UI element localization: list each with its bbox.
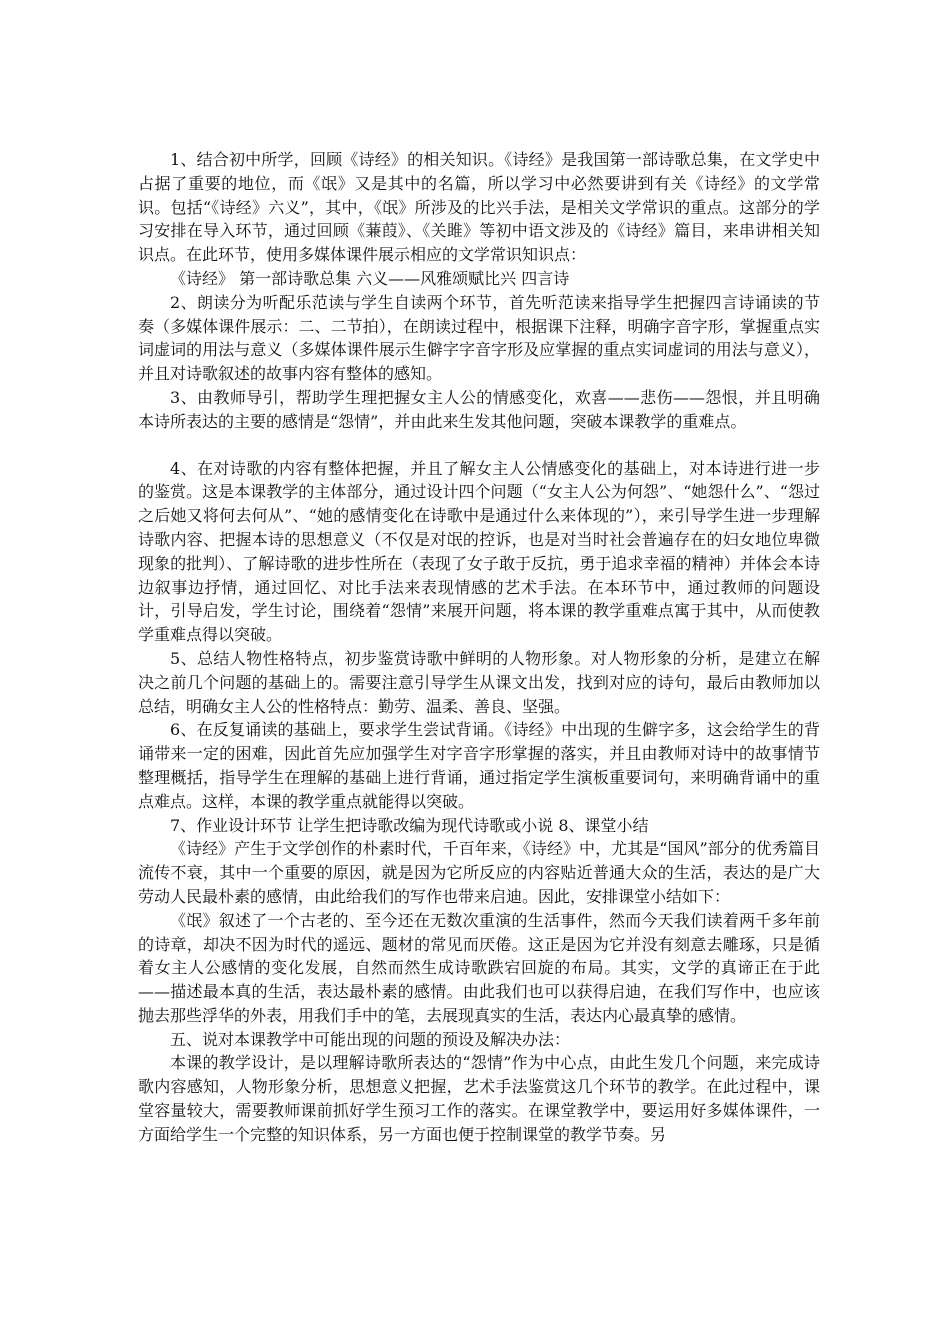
paragraph-1: 1、结合初中所学，回顾《诗经》的相关知识。《诗经》是我国第一部诗歌总集，在文学史中占据了重要的地位，而《氓》又是其中的名篇，所以学习中必然要讲到有关《诗经》的文学常识。包括“《诗经》六义”，其中，《氓》所涉及的比兴手法，是相关文学常识的重点。这部分的学习安排在导入环节，通过回顾《蒹葭》、《关雎》等初中语文涉及的《诗经》篇目，来串讲相关知识点。在此环节，使用多媒体课件展示相应的文学常识知识点： bbox=[138, 150, 820, 265]
summary-intro: 《诗经》产生于文学创作的朴素时代，千百年来，《诗经》中，尤其是“国风”部分的优秀篇目流传不衰，其中一个重要的原因，就是因为它所反应的内容贴近普通大众的生活，表达的是广大劳动人民最朴素的感情，由此给我们的写作也带来启迪。因此，安排课堂小结如下： bbox=[138, 839, 820, 906]
section-five-body: 本课的教学设计，是以理解诗歌所表达的“怨情”作为中心点，由此生发几个问题，来完成诗歌内容感知，人物形象分析，思想意义把握，艺术手法鉴赏这几个环节的教学。在此过程中，课堂容量较大，需要教师课前抓好学生预习工作的落实。在课堂教学中，要运用好多媒体课件，一方面给学生一个完整的知识体系，另一方面也便于控制课堂的教学节奏。另 bbox=[138, 1053, 820, 1144]
paragraph-gap bbox=[138, 434, 820, 457]
paragraph-3: 3、由教师导引，帮助学生理把握女主人公的情感变化，欢喜——悲伤——怨恨，并且明确本诗所表达的主要的感情是“怨情”，并由此来生发其他问题，突破本课教学的重难点。 bbox=[138, 387, 820, 431]
document-body bbox=[138, 148, 820, 1147]
paragraph-4: 4、在对诗歌的内容有整体把握，并且了解女主人公情感变化的基础上，对本诗进行进一步的鉴赏。这是本课教学的主体部分，通过设计四个问题（“女主人公为何怨”、“她怨什么”、“怨过之后她又将何去何从”、“她的感情变化在诗歌中是通过什么来体现的”），来引导学生进一步理解诗歌内容、把握本诗的思想意义（不仅是对氓的控诉，也是对当时社会普遍存在的妇女地位卑微现象的批判）、了解诗歌的进步性所在（表现了女子敢于反抗，勇于追求幸福的精神）并体会本诗边叙事边抒情，通过回忆、对比手法来表现情感的艺术手法。在本环节中，通过教师的问题设计，引导启发，学生讨论，围绕着“怨情”来展开问题，将本课的教学重难点寓于其中，从而使教学重难点得以突破。 bbox=[138, 458, 820, 645]
paragraph-2: 2、朗读分为听配乐范读与学生自读两个环节，首先听范读来指导学生把握四言诗诵读的节奏（多媒体课件展示：二、二节拍），在朗读过程中，根据课下注释，明确字音字形，掌握重点实词虚词的用法与意义（多媒体课件展示生僻字字音字形及应掌握的重点实词虚词的用法与意义），并且对诗歌叙述的故事内容有整体的感知。 bbox=[138, 292, 820, 384]
paragraph-6: 6、在反复诵读的基础上，要求学生尝试背诵。《诗经》中出现的生僻字多，这会给学生的背诵带来一定的困难，因此首先应加强学生对字音字形掌握的落实，并且由教师对诗中的故事情节整理概括，指导学生在理解的基础上进行背诵，通过指定学生演板重要词句，来明确背诵中的重点难点。这样，本课的教学重点就能得以突破。 bbox=[138, 720, 820, 811]
literary-knowledge-line: 《诗经》 第一部诗歌总集 六义——风雅颂赋比兴 四言诗 bbox=[170, 268, 570, 288]
paragraph-5: 5、总结人物性格特点，初步鉴赏诗歌中鲜明的人物形象。对人物形象的分析，是建立在解决之前几个问题的基础上的。需要注意引导学生从课文出发，找到对应的诗句，最后由教师加以总结，明确女主人公的性格特点：勤劳、温柔、善良、坚强。 bbox=[138, 648, 820, 716]
summary-content: 《氓》叙述了一个古老的、至今还在无数次重演的生活事件，然而今天我们读着两千多年前的诗章，却决不因为时代的遥远、题材的常见而厌倦。这正是因为它并没有刻意去雕琢，只是循着女主人公感情的变化发展，自然而然生成诗歌跌宕回旋的布局。其实，文学的真谛正在于此——描述最本真的生活，表达最朴素的感情。由此我们也可以获得启迪，在我们写作中，也应该抛去那些浮华的外表，用我们手中的笔，去展现真实的生活，表达内心最真挚的感情。 bbox=[138, 910, 820, 1025]
paragraph-7-8: 7、作业设计环节 让学生把诗歌改编为现代诗歌或小说 8、课堂小结 bbox=[170, 815, 649, 835]
section-five-heading: 五、说对本课教学中可能出现的问题的预设及解决办法： bbox=[170, 1029, 571, 1049]
